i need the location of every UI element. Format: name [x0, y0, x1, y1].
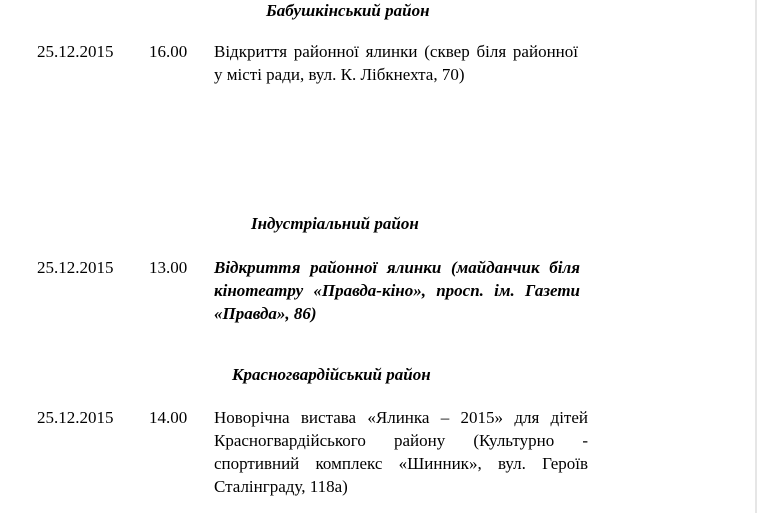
event-time: 16.00 — [149, 42, 188, 61]
event-date: 25.12.2015 — [37, 408, 114, 427]
event-description: Відкриття районної ялинки (сквер біля районної у місті ради, вул. К. Лібкнехта, 70) — [214, 42, 578, 84]
section-heading-industrialnyi: Індустріальний район — [251, 214, 419, 233]
event-date: 25.12.2015 — [37, 42, 114, 61]
section-heading-babushkinskyi: Бабушкінський район — [266, 1, 430, 20]
event-time: 13.00 — [149, 258, 188, 277]
event-description: Новорічна вистава «Ялинка – 2015» для дітей Красногвардійського району (Культурно - спортивний комплекс «Шинник», вул. Героїв Сталінграду, 118а) — [214, 408, 588, 496]
section-heading-krasnohvardiiskyi: Красногвардійський район — [232, 365, 431, 384]
event-description: Відкриття районної ялинки (майданчик біля кінотеатру «Правда-кіно», просп. ім. Газети «Правда», 86) — [214, 258, 580, 323]
event-date: 25.12.2015 — [37, 258, 114, 277]
event-time: 14.00 — [149, 408, 188, 427]
